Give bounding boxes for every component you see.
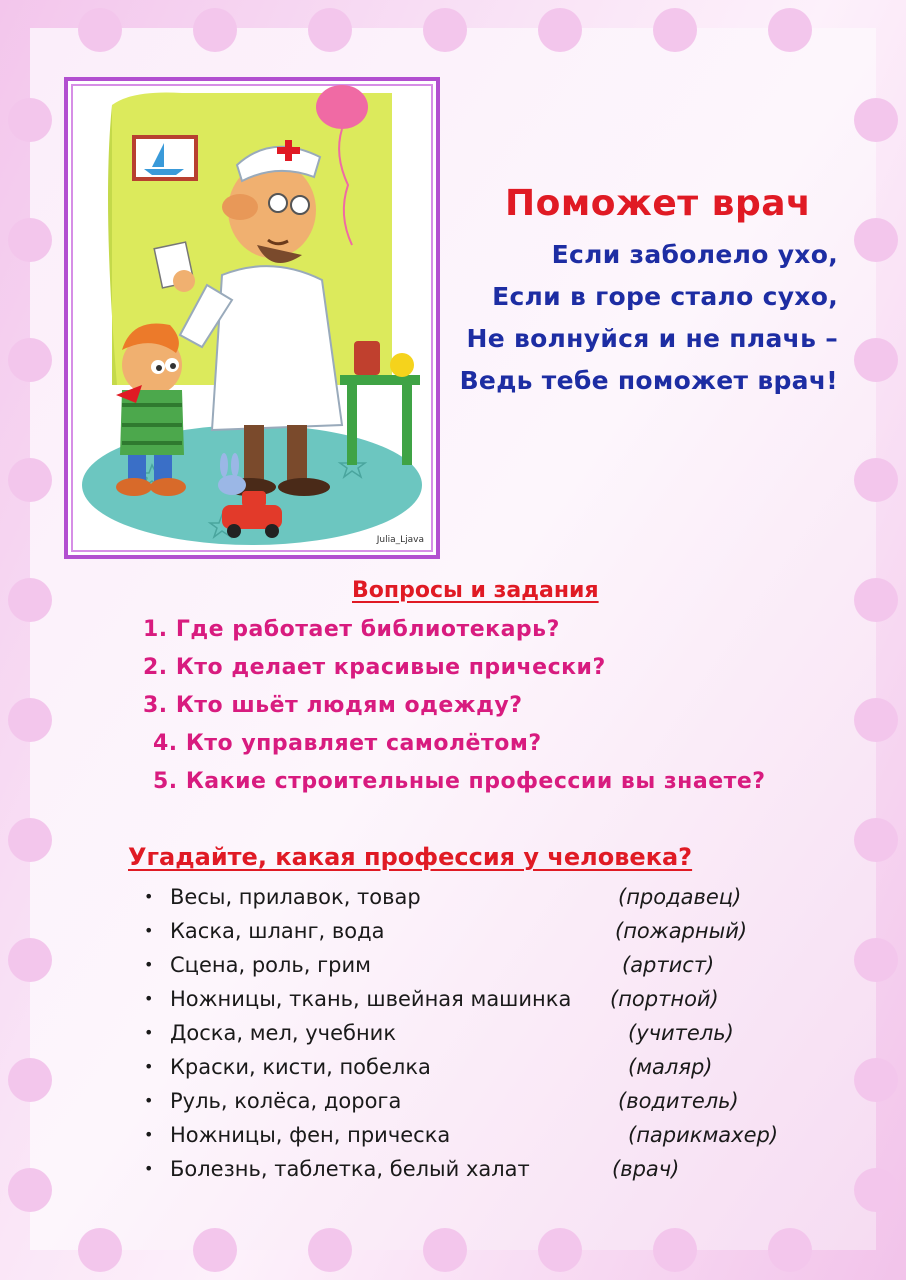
- guess-item: • Руль, колёса, дорога: [144, 1089, 402, 1113]
- question-item: 3. Кто шьёт людям одежду?: [143, 693, 523, 718]
- question-item: 5. Какие строительные профессии вы знаете?: [153, 769, 766, 794]
- guess-answer: (пожарный): [615, 919, 748, 943]
- questions-heading: Вопросы и задания: [352, 578, 599, 603]
- question-item: 1. Где работает библиотекарь?: [143, 617, 560, 642]
- poem-line: Если заболело ухо,: [551, 240, 838, 269]
- toy-bunny: [218, 475, 246, 495]
- jar-icon: [354, 341, 380, 375]
- guess-clue: Ножницы, фен, прическа: [170, 1123, 451, 1147]
- guess-item: • Ножницы, ткань, швейная машинка: [144, 987, 572, 1011]
- poem-title: Поможет врач: [505, 183, 812, 224]
- guess-clue: Каска, шланг, вода: [170, 919, 385, 943]
- balloon-icon: [316, 85, 368, 129]
- guess-item: • Каска, шланг, вода: [144, 919, 385, 943]
- poem-line: Если в горе стало сухо,: [492, 282, 838, 311]
- guess-clue: Весы, прилавок, товар: [170, 885, 421, 909]
- guess-heading: Угадайте, какая профессия у человека?: [128, 843, 693, 871]
- guess-item: • Краски, кисти, побелка: [144, 1055, 431, 1079]
- guess-answer: (врач): [612, 1157, 680, 1181]
- guess-clue: Краски, кисти, побелка: [170, 1055, 431, 1079]
- table: [340, 375, 420, 385]
- guess-item: • Болезнь, таблетка, белый халат: [144, 1157, 530, 1181]
- guess-clue: Болезнь, таблетка, белый халат: [170, 1157, 530, 1181]
- guess-item: • Сцена, роль, грим: [144, 953, 372, 977]
- guess-answer: (артист): [622, 953, 715, 977]
- doctor: [212, 266, 342, 430]
- poem-line: Ведь тебе поможет врач!: [459, 366, 838, 395]
- guess-clue: Ножницы, ткань, швейная машинка: [170, 987, 572, 1011]
- guess-item: • Весы, прилавок, товар: [144, 885, 421, 909]
- doctor-illustration: [72, 85, 432, 551]
- guess-answer: (водитель): [618, 1089, 739, 1113]
- guess-answer: (парикмахер): [628, 1123, 779, 1147]
- guess-clue: Руль, колёса, дорога: [170, 1089, 402, 1113]
- doctor-illustration-frame: [64, 77, 440, 559]
- question-item: 4. Кто управляет самолётом?: [153, 731, 542, 756]
- guess-answer: (учитель): [628, 1021, 734, 1045]
- guess-answer: (продавец): [618, 885, 742, 909]
- guess-clue: Доска, мел, учебник: [170, 1021, 397, 1045]
- guess-answer: (маляр): [628, 1055, 713, 1079]
- guess-item: • Ножницы, фен, прическа: [144, 1123, 451, 1147]
- guess-clue: Сцена, роль, грим: [170, 953, 372, 977]
- illustration-watermark: Julia_Ljava: [376, 535, 424, 545]
- guess-answer: (портной): [610, 987, 719, 1011]
- question-item: 2. Кто делает красивые прически?: [143, 655, 606, 680]
- poem-line: Не волнуйся и не плачь –: [466, 324, 838, 353]
- guess-item: • Доска, мел, учебник: [144, 1021, 397, 1045]
